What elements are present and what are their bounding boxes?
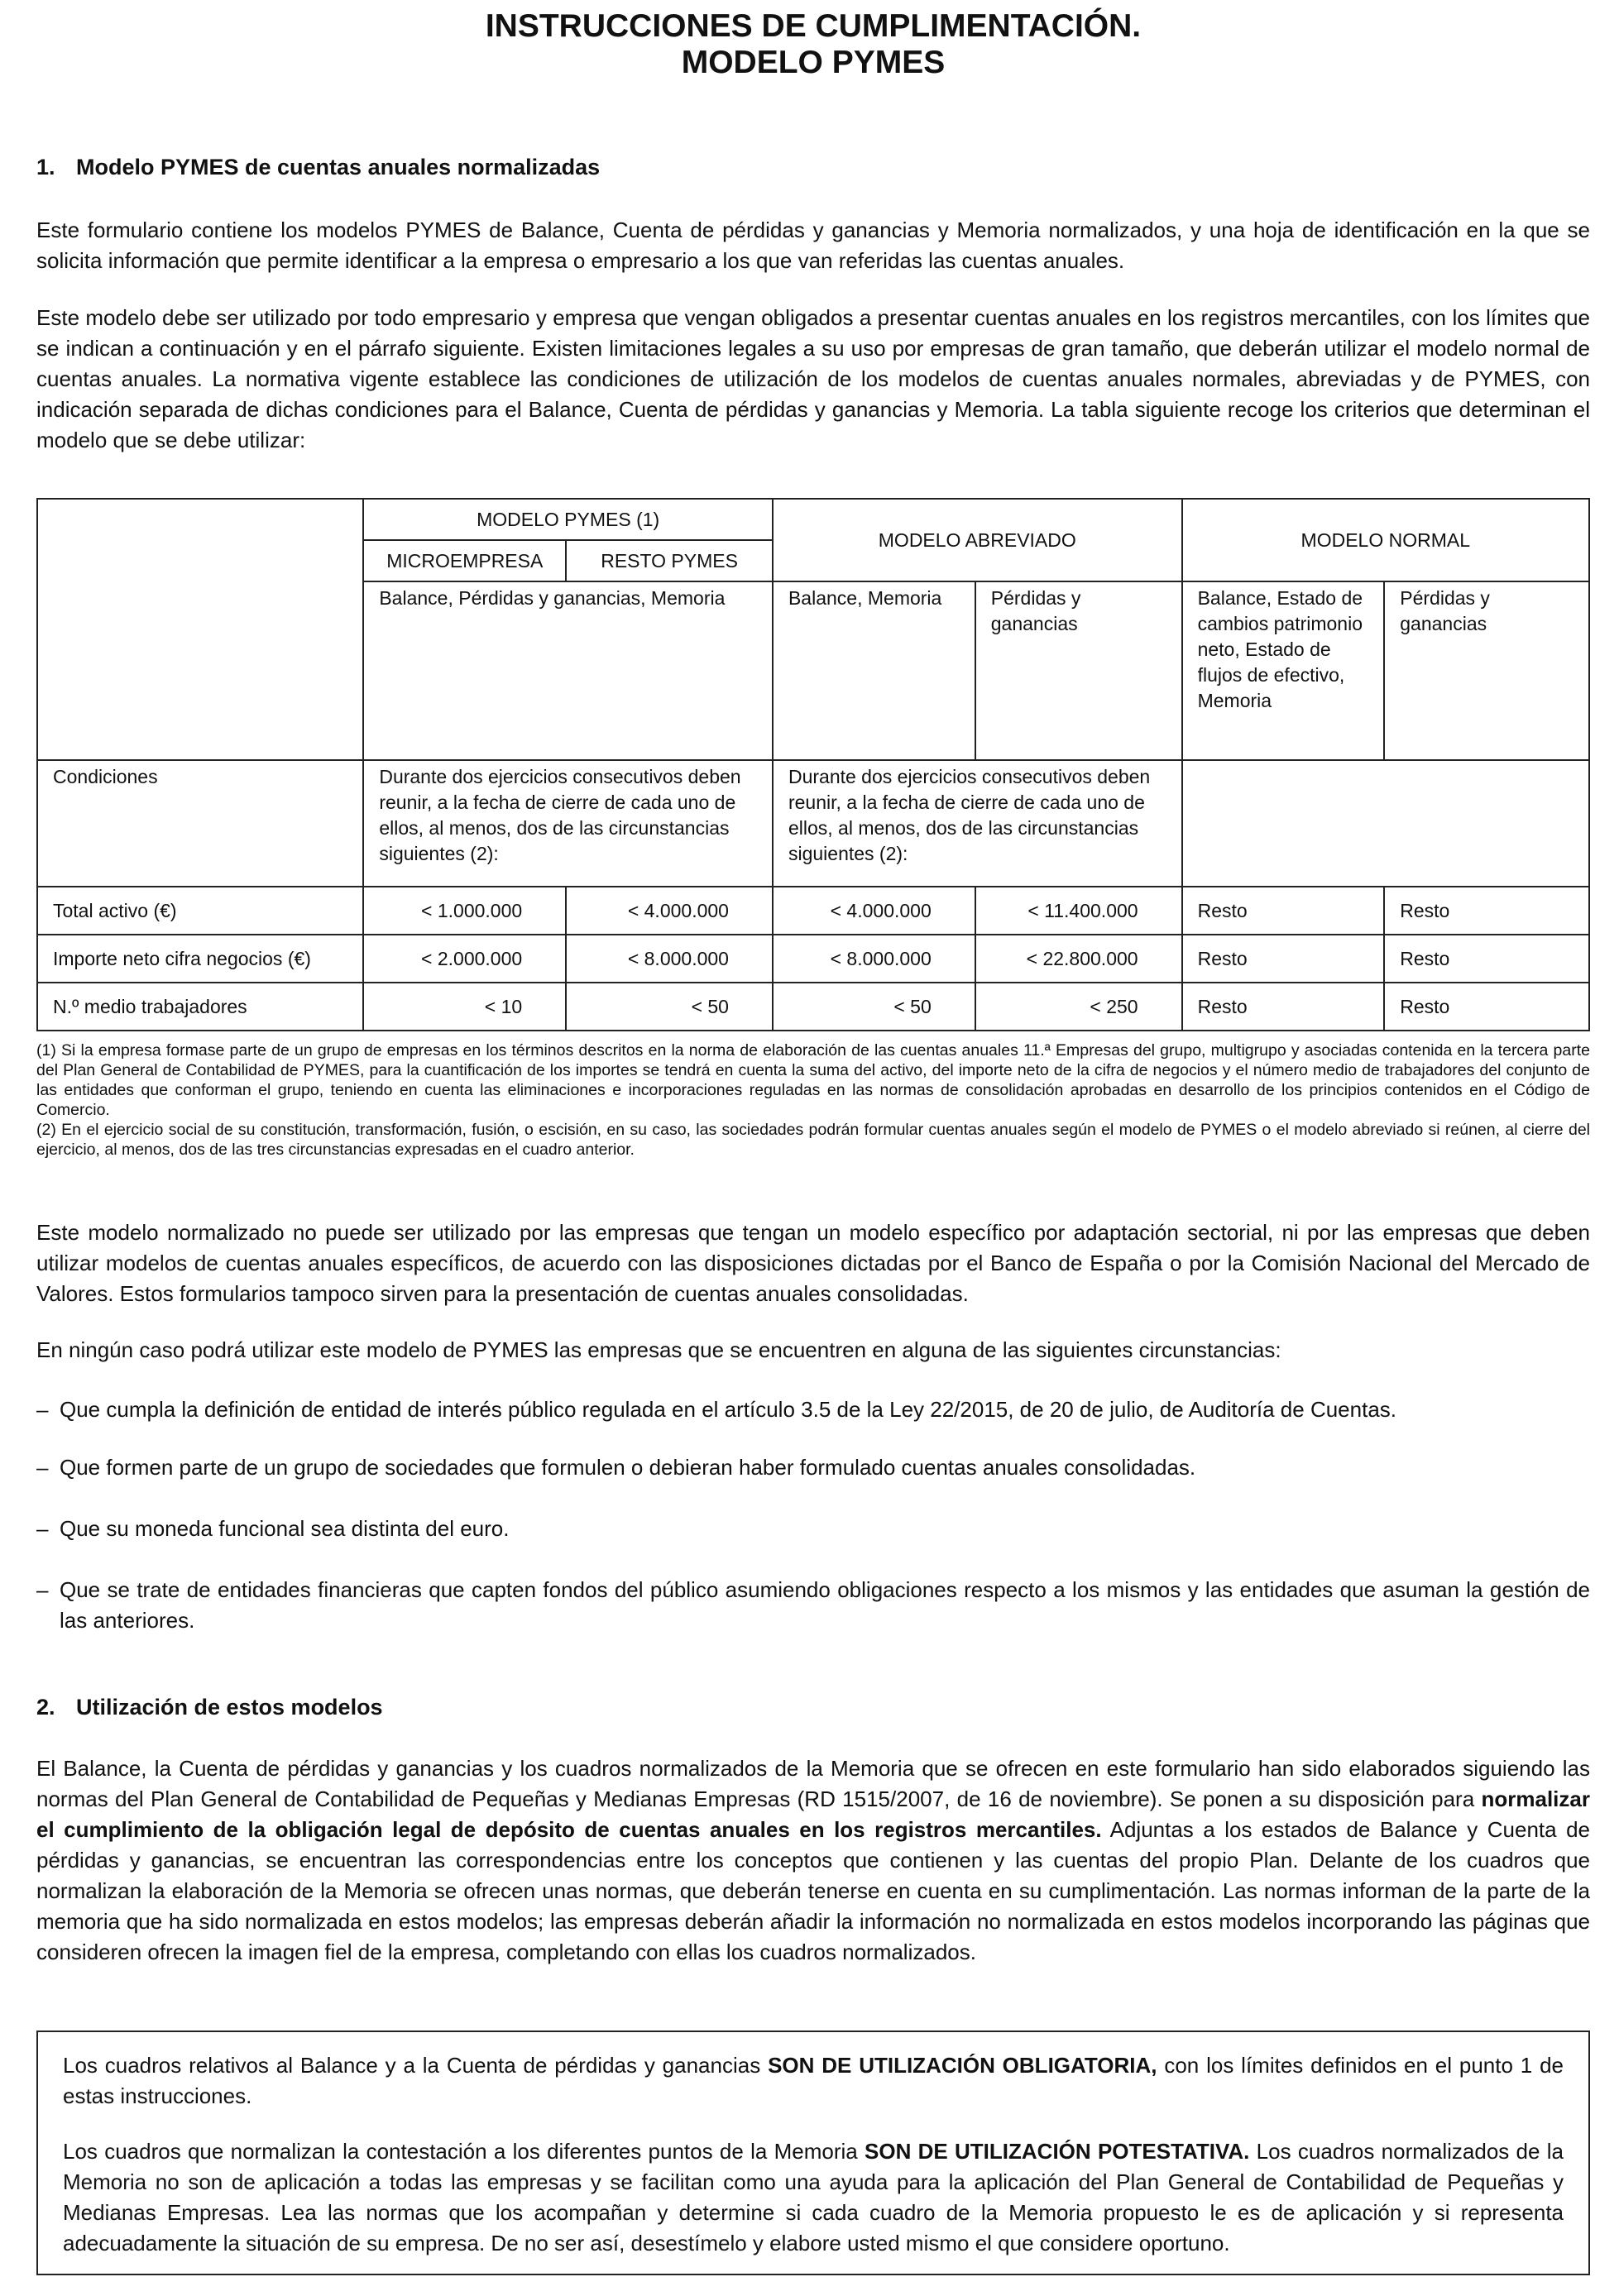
notice-paragraph-2 (63, 2136, 1564, 2259)
cell-abreviado-1: < 50 (773, 983, 975, 1031)
cell-abreviado-1: < 4.000.000 (773, 887, 975, 935)
list-item (36, 1452, 1590, 1483)
row-label: N.º medio trabajadores (37, 983, 363, 1031)
list-dash: – (36, 1577, 49, 1602)
cell-normal-2: Resto (1384, 983, 1589, 1031)
conditions-normal (1182, 760, 1589, 887)
cell-normal-1: Resto (1182, 935, 1385, 983)
list-item-text: Que se trate de entidades financieras que capten fondos del público asumiendo obligaciones respecto a los mismos y las entidades que asuman la gestión de las anteriores. (60, 1577, 1590, 1633)
cell-resto: < 8.000.000 (566, 935, 773, 983)
conditions-pymes: Durante dos ejercicios consecutivos deben reunir, a la fecha de cierre de cada uno de ellos, al menos, dos de las circunstancias siguientes (2): (363, 760, 773, 887)
conditions-abreviado: Durante dos ejercicios consecutivos deben reunir, a la fecha de cierre de cada uno de ellos, al menos, dos de las circunstancias siguientes (2): (773, 760, 1182, 887)
row-label: Total activo (€) (37, 887, 363, 935)
row-label: Importe neto cifra negocios (€) (37, 935, 363, 983)
section-1-title: Modelo PYMES de cuentas anuales normalizadas (76, 155, 601, 179)
notice-1-text-bold: SON DE UTILIZACIÓN OBLIGATORIA, (768, 2053, 1157, 2078)
header-microempresa: MICROEMPRESA (363, 540, 566, 581)
title-line-2: MODELO PYMES (681, 45, 946, 80)
section-2-text-b: Adjuntas a los estados de Balance y Cuenta de pérdidas y ganancias, se encuentran las correspondencias entre los conceptos que contienen y las cuentas del propio Plan. Delante de los cuadros que normalizan la elaboración de la Memoria se ofrecen unas normas, que deberán tenerse en cuenta en su cumplimentación. Las normas informan de la parte de la memoria que ha sido normalizada en estos modelos; las empresas deberán añadir la información no normalizada en estos modelos incorporando las páginas que consideren ofrecen la imagen fiel de la empresa, completando con ellas los cuadros normalizados. (36, 1817, 1590, 1964)
table-footnotes (36, 1040, 1590, 1160)
header-resto-pymes: RESTO PYMES (566, 540, 773, 581)
section-1-paragraph-1: Este formulario contiene los modelos PYMES de Balance, Cuenta de pérdidas y ganancias y Memoria normalizados, y una hoja de identificación en la que se solicita información que permite identificar a la empresa o empresario a los que van referidas las cuentas anuales. (36, 218, 1590, 273)
cell-micro: < 1.000.000 (363, 887, 566, 935)
section-1-paragraph-3: Este modelo normalizado no puede ser utilizado por las empresas que tengan un modelo específico por adaptación sectorial, ni por las empresas que deben utilizar modelos de cuentas anuales específicos, de acuerdo con las disposiciones dictadas por el Banco de España o por la Comisión Nacional del Mercado de Valores. Estos formularios tampoco sirven para la presentación de cuentas anuales consolidadas. (36, 1220, 1590, 1306)
list-item (36, 1575, 1590, 1636)
list-item-text: Que formen parte de un grupo de sociedades que formulen o debieran haber formulado cuentas anuales consolidadas. (60, 1455, 1196, 1480)
docs-abreviado-balance: Balance, Memoria (773, 581, 975, 760)
list-item-text: Que cumpla la definición de entidad de interés público regulada en el artículo 3.5 de la Ley 22/2015, de 20 de julio, de Auditoría de Cuentas. (60, 1397, 1397, 1422)
document-page (36, 0, 1590, 2255)
cell-resto: < 50 (566, 983, 773, 1031)
list-item-text: Que su moneda funcional sea distinta del euro. (60, 1516, 510, 1541)
list-dash: – (36, 1516, 49, 1541)
header-modelo-normal: MODELO NORMAL (1182, 499, 1589, 581)
header-modelo-abreviado: MODELO ABREVIADO (773, 499, 1182, 581)
section-1-heading (36, 154, 600, 180)
footnote-2: (2) En el ejercicio social de su constitución, transformación, fusión, o escisión, en su caso, las sociedades podrán formular cuentas anuales según el modelo de PYMES o el modelo abreviado si reúnen, al cierre del ejercicio, al menos, dos de las tres circunstancias expresadas en el cuadro anterior. (36, 1121, 1590, 1159)
cell-normal-1: Resto (1182, 887, 1385, 935)
section-2-title: Utilización de estos modelos (76, 1695, 383, 1720)
criteria-table (36, 498, 1590, 1031)
section-1-number: 1. (36, 155, 55, 179)
cell-abreviado-2: < 11.400.000 (975, 887, 1182, 935)
table-row (37, 935, 1589, 983)
footnote-1: (1) Si la empresa formase parte de un grupo de empresas en los términos descritos en la norma de elaboración de las cuentas anuales 11.ª Empresas del grupo, multigrupo y asociadas contenida en la tercera parte del Plan General de Contabilidad de PYMES, para la cuantificación de los importes se tendrá en cuenta la suma del activo, del importe neto de la cifra de negocios y el número medio de trabajadores del conjunto de las entidades que conforman el grupo, teniendo en cuenta las eliminaciones e incorporaciones reguladas en las normas de consolidación aprobadas en desarrollo de los principios contenidos en el Código de Comercio. (36, 1041, 1590, 1119)
section-1-paragraph-2: Este modelo debe ser utilizado por todo empresario y empresa que vengan obligados a presentar cuentas anuales en los registros mercantiles, con los límites que se indican a continuación y en el párrafo siguiente. Existen limitaciones legales a su uso por empresas de gran tamaño, que deberán utilizar el modelo normal de cuentas anuales. La normativa vigente establece las condiciones de utilización de los modelos de cuentas anuales normales, abreviadas y de PYMES, con indicación separada de dichas condiciones para el Balance, Cuenta de pérdidas y ganancias y Memoria. La tabla siguiente recoge los criterios que determinan el modelo que se debe utilizar: (36, 305, 1590, 452)
section-2-text-bold: normalizar el cumplimiento de la obligación legal de depósito de cuentas anuales en los registros mercantiles. (36, 1787, 1590, 1842)
section-1-paragraph-4: En ningún caso podrá utilizar este modelo de PYMES las empresas que se encuentren en alguna de las siguientes circunstancias: (36, 1337, 1281, 1362)
notice-2-text-a: Los cuadros que normalizan la contestación a los diferentes puntos de la Memoria (63, 2139, 865, 2164)
list-item (36, 1394, 1590, 1425)
cell-abreviado-2: < 250 (975, 983, 1182, 1031)
table-row (37, 983, 1589, 1031)
cell-resto: < 4.000.000 (566, 887, 773, 935)
notice-2-text-bold: SON DE UTILIZACIÓN POTESTATIVA. (865, 2139, 1250, 2164)
table-row (37, 887, 1589, 935)
cell-micro: < 2.000.000 (363, 935, 566, 983)
table-corner-cell (37, 499, 363, 760)
section-2-paragraph (36, 1753, 1590, 1968)
notice-2-text-b: Los cuadros normalizados de la Memoria no son de aplicación a todas las empresas y se facilitan como una ayuda para la aplicación del Plan General de Contabilidad de Pequeñas y Medianas Empresas. Lea las normas que los acompañan y determine si cada cuadro de la Memoria propuesto le es de aplicación y si representa adecuadamente la situación de su empresa. De no ser así, desestímelo y elabore usted mismo el que considere oportuno. (63, 2139, 1564, 2255)
docs-pymes: Balance, Pérdidas y ganancias, Memoria (363, 581, 773, 760)
section-2-text-a: El Balance, la Cuenta de pérdidas y ganancias y los cuadros normalizados de la Memoria que se ofrecen en este formulario han sido elaborados siguiendo las normas del Plan General de Contabilidad de Pequeñas y Medianas Empresas (RD 1515/2007, de 16 de noviembre). Se ponen a su disposición para (36, 1756, 1590, 1811)
docs-normal-balance: Balance, Estado de cambios patrimonio neto, Estado de flujos de efectivo, Memoria (1182, 581, 1385, 760)
cell-micro: < 10 (363, 983, 566, 1031)
list-item (36, 1514, 1590, 1544)
cell-normal-1: Resto (1182, 983, 1385, 1031)
list-dash: – (36, 1455, 49, 1480)
title-line-1: INSTRUCCIONES DE CUMPLIMENTACIÓN. (485, 8, 1142, 44)
document-title (36, 8, 1590, 81)
list-dash: – (36, 1397, 49, 1422)
cell-normal-2: Resto (1384, 935, 1589, 983)
docs-abreviado-pyg: Pérdidas y ganancias (975, 581, 1182, 760)
header-modelo-pymes: MODELO PYMES (1) (363, 499, 773, 540)
cell-abreviado-2: < 22.800.000 (975, 935, 1182, 983)
docs-normal-pyg: Pérdidas y ganancias (1384, 581, 1589, 760)
notice-paragraph-1 (63, 2050, 1564, 2112)
notice-box (36, 2031, 1590, 2275)
cell-normal-2: Resto (1384, 887, 1589, 935)
section-2-number: 2. (36, 1695, 55, 1720)
conditions-label: Condiciones (37, 760, 363, 887)
notice-1-text-b: con los límites definidos en el punto 1 de estas instrucciones. (63, 2053, 1564, 2108)
cell-abreviado-1: < 8.000.000 (773, 935, 975, 983)
notice-1-text-a: Los cuadros relativos al Balance y a la Cuenta de pérdidas y ganancias (63, 2053, 769, 2078)
section-2-heading (36, 1694, 383, 1720)
